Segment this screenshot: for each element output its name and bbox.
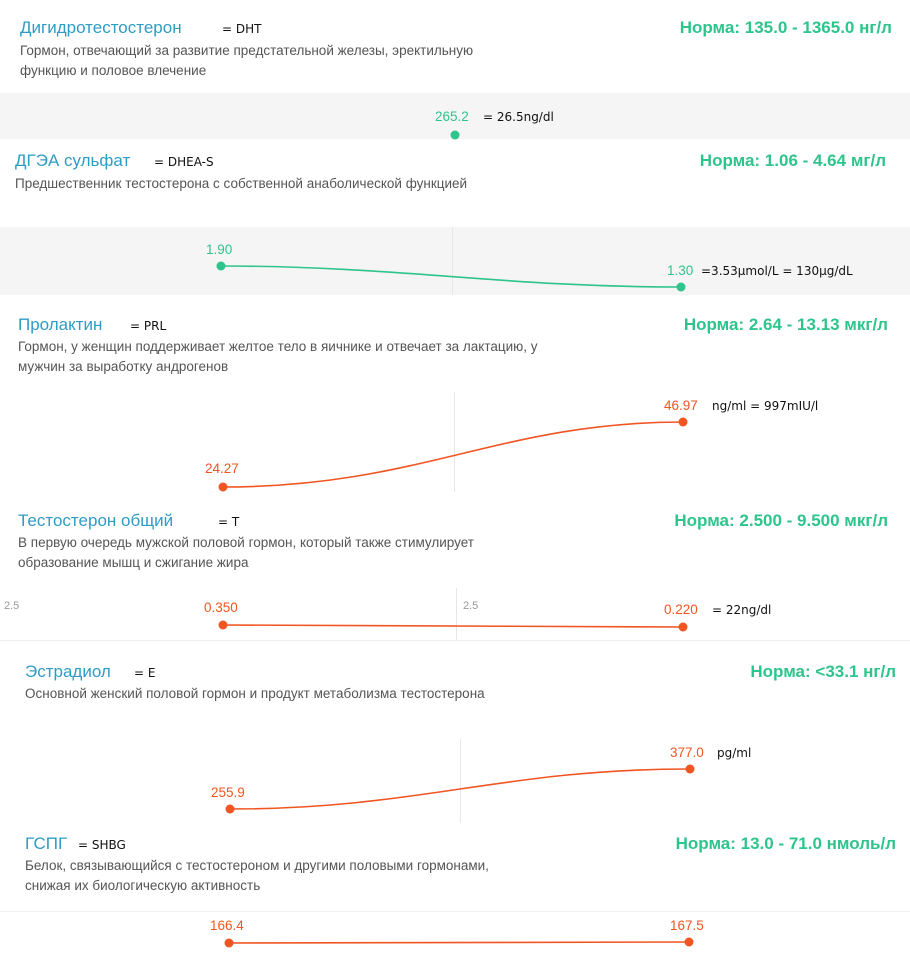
hormone-name: Дигидротестостерон xyxy=(20,18,182,37)
unit-note: pg/ml xyxy=(717,746,752,760)
result-chart xyxy=(0,392,910,494)
value-label: 1.30 xyxy=(667,263,694,278)
reference-range: Норма: <33.1 нг/л xyxy=(750,662,896,681)
hormone-card-estradiol[interactable] xyxy=(0,640,910,739)
hormone-description: Предшественник тестостерона с собственной анаболической функцией xyxy=(15,176,468,191)
value-label: 0.220 xyxy=(664,602,698,617)
data-point xyxy=(685,938,694,947)
hormone-card-dhea-s[interactable] xyxy=(0,139,910,227)
value-label: 24.27 xyxy=(205,461,239,476)
result-plot xyxy=(0,739,910,823)
trend-line xyxy=(223,625,683,627)
reference-range: Норма: 1.06 - 4.64 мг/л xyxy=(699,151,886,170)
data-point xyxy=(679,623,688,632)
data-point xyxy=(679,418,688,427)
value-label: 255.9 xyxy=(211,785,245,800)
data-point xyxy=(225,939,234,948)
value-label: 166.4 xyxy=(210,918,244,933)
result-plot xyxy=(0,588,910,640)
hormone-abbreviation: = SHBG xyxy=(78,838,126,852)
result-chart xyxy=(0,588,910,640)
hormone-name: ГСПГ xyxy=(25,834,68,853)
result-chart xyxy=(0,93,910,139)
hormone-name: Пролактин xyxy=(18,315,103,334)
data-point xyxy=(217,262,226,271)
data-point xyxy=(219,483,228,492)
result-chart xyxy=(0,911,910,959)
hormone-abbreviation: = T xyxy=(218,515,240,529)
trend-line xyxy=(223,422,683,487)
value-label: 1.90 xyxy=(206,242,233,257)
hormone-abbreviation: = DHT xyxy=(222,22,262,36)
value-label: 377.0 xyxy=(670,745,704,760)
reference-range: Норма: 135.0 - 1365.0 нг/л xyxy=(679,18,892,37)
hormone-name: Эстрадиол xyxy=(25,662,111,681)
hormone-abbreviation: = PRL xyxy=(130,319,167,333)
hormone-card-prl[interactable] xyxy=(0,295,910,392)
hormone-card-dht[interactable] xyxy=(0,0,910,93)
reference-range: Норма: 13.0 - 71.0 нмоль/л xyxy=(675,834,896,853)
result-plot xyxy=(0,392,910,494)
trend-line xyxy=(230,769,690,809)
data-point xyxy=(226,805,235,814)
hormone-abbreviation: = E xyxy=(134,666,156,680)
hormone-description: В первую очередь мужской половой гормон, который также стимулирует образование мышц и сжигание жира xyxy=(18,535,474,570)
hormone-description: Белок, связывающийся с тестостероном и другими половыми гормонами, снижая их биологическую активность xyxy=(25,858,489,893)
result-plot xyxy=(0,227,910,295)
hormone-abbreviation: = DHEA-S xyxy=(154,155,214,169)
hormone-card-testosterone[interactable] xyxy=(0,494,910,588)
hormone-description: Основной женский половой гормон и продукт метаболизма тестостерона xyxy=(25,686,485,701)
unit-note: = 26.5ng/dl xyxy=(483,110,554,124)
threshold-tick: 2.5 xyxy=(463,600,479,612)
value-label: 167.5 xyxy=(670,918,704,933)
unit-note: ng/ml = 997mIU/l xyxy=(712,399,819,413)
hormone-card-shbg[interactable] xyxy=(0,823,910,911)
hormone-name: Тестостерон общий xyxy=(18,511,174,530)
hormone-description: Гормон, у женщин поддерживает желтое тело в яичнике и отвечает за лактацию, у мужчин за выработку андрогенов xyxy=(18,339,538,374)
result-chart xyxy=(0,739,910,823)
result-chart xyxy=(0,227,910,295)
value-label: 0.350 xyxy=(204,600,238,615)
trend-line xyxy=(221,266,681,287)
data-point xyxy=(686,765,695,774)
reference-range: Норма: 2.500 - 9.500 мкг/л xyxy=(674,511,888,530)
value-label: 46.97 xyxy=(664,398,698,413)
reference-range: Норма: 2.64 - 13.13 мкг/л xyxy=(683,315,888,334)
data-point xyxy=(677,283,686,292)
value-label: 265.2 xyxy=(435,109,469,124)
threshold-tick: 2.5 xyxy=(4,600,20,612)
trend-line xyxy=(229,942,689,943)
hormone-description: Гормон, отвечающий за развитие предстательной железы, эректильную функцию и половое влечение xyxy=(20,43,474,78)
result-plot xyxy=(0,93,910,139)
result-plot xyxy=(0,912,910,959)
data-point xyxy=(219,621,228,630)
unit-note: =3.53µmol/L = 130µg/dL xyxy=(701,264,853,278)
unit-note: = 22ng/dl xyxy=(712,603,772,617)
hormone-name: ДГЭА сульфат xyxy=(15,151,131,170)
